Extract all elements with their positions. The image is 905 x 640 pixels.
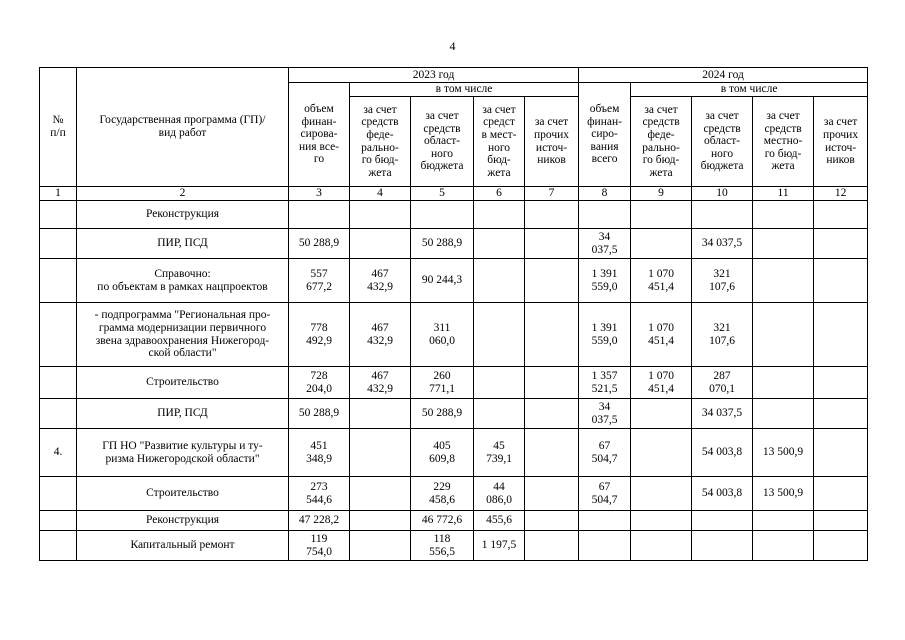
header-row-number: № п/п [40,68,77,187]
cell-amount-c9 [631,477,692,511]
cell-amount-c8: 34 037,5 [579,399,631,429]
column-number: 9 [631,187,692,201]
cell-program-name: Справочно: по объектам в рамках нацпроектов [77,259,289,303]
cell-amount-c11 [753,399,814,429]
column-number: 4 [350,187,411,201]
header-2023-regional: за счет средств област- ного бюджета [411,97,474,187]
cell-amount-c4 [350,429,411,477]
cell-amount-c11 [753,259,814,303]
cell-amount-c12 [814,201,868,229]
cell-amount-c9 [631,531,692,561]
header-2024-federal: за счет средств феде- рально- го бюд- жета [631,97,692,187]
cell-amount-c10: 54 003,8 [692,477,753,511]
cell-amount-c8 [579,531,631,561]
cell-amount-c8 [579,511,631,531]
table-row [40,201,868,229]
cell-amount-c5: 90 244,3 [411,259,474,303]
cell-amount-c5: 229 458,6 [411,477,474,511]
cell-amount-c8: 67 504,7 [579,477,631,511]
budget-table [39,67,868,561]
cell-amount-c10: 54 003,8 [692,429,753,477]
cell-program-name: Капитальный ремонт [77,531,289,561]
cell-amount-c3: 50 288,9 [289,399,350,429]
cell-amount-c11 [753,367,814,399]
cell-amount-c3: 557 677,2 [289,259,350,303]
cell-row-number [40,229,77,259]
header-2024-including: в том числе [631,83,868,97]
column-number: 11 [753,187,814,201]
cell-amount-c12 [814,429,868,477]
cell-amount-c3: 778 492,9 [289,303,350,367]
cell-amount-c8: 1 357 521,5 [579,367,631,399]
cell-amount-c12 [814,229,868,259]
table-row [40,429,868,477]
cell-amount-c4 [350,399,411,429]
cell-amount-c10: 321 107,6 [692,303,753,367]
header-program-name: Государственная программа (ГП)/ вид работ [77,68,289,187]
column-number: 12 [814,187,868,201]
header-year-2024: 2024 год [579,68,868,83]
cell-amount-c5: 260 771,1 [411,367,474,399]
table-row [40,303,868,367]
header-2023-federal: за счет средств феде- рально- го бюд- жета [350,97,411,187]
cell-amount-c11 [753,201,814,229]
cell-amount-c9 [631,429,692,477]
cell-amount-c6 [474,367,525,399]
cell-amount-c12 [814,511,868,531]
cell-amount-c9: 1 070 451,4 [631,303,692,367]
cell-row-number [40,399,77,429]
cell-amount-c7 [525,531,579,561]
cell-row-number [40,201,77,229]
cell-amount-c5: 405 609,8 [411,429,474,477]
cell-amount-c10: 321 107,6 [692,259,753,303]
cell-amount-c4 [350,511,411,531]
cell-amount-c8: 34 037,5 [579,229,631,259]
cell-amount-c6: 1 197,5 [474,531,525,561]
cell-amount-c6: 44 086,0 [474,477,525,511]
cell-amount-c5: 311 060,0 [411,303,474,367]
table-body [40,201,868,561]
cell-amount-c12 [814,531,868,561]
table-row [40,259,868,303]
cell-amount-c7 [525,229,579,259]
column-number: 2 [77,187,289,201]
column-number: 1 [40,187,77,201]
cell-row-number [40,511,77,531]
cell-program-name: Строительство [77,477,289,511]
cell-program-name: Строительство [77,367,289,399]
cell-amount-c6: 45 739,1 [474,429,525,477]
cell-amount-c8 [579,201,631,229]
cell-row-number [40,367,77,399]
cell-amount-c5: 50 288,9 [411,399,474,429]
cell-row-number [40,303,77,367]
cell-amount-c7 [525,477,579,511]
header-year-2023: 2023 год [289,68,579,83]
table-row [40,477,868,511]
cell-amount-c12 [814,259,868,303]
cell-row-number [40,259,77,303]
cell-amount-c3: 273 544,6 [289,477,350,511]
cell-amount-c7 [525,511,579,531]
cell-amount-c10: 34 037,5 [692,399,753,429]
cell-amount-c3: 451 348,9 [289,429,350,477]
cell-amount-c7 [525,303,579,367]
cell-amount-c7 [525,259,579,303]
cell-program-name: ПИР, ПСД [77,399,289,429]
cell-program-name: Реконструкция [77,201,289,229]
table-row [40,511,868,531]
cell-amount-c3: 50 288,9 [289,229,350,259]
cell-amount-c12 [814,399,868,429]
cell-amount-c6 [474,399,525,429]
cell-amount-c11: 13 500,9 [753,477,814,511]
cell-amount-c6 [474,201,525,229]
cell-amount-c10: 34 037,5 [692,229,753,259]
table-row [40,531,868,561]
cell-amount-c5: 50 288,9 [411,229,474,259]
cell-amount-c6 [474,259,525,303]
header-2023-other: за счет прочих источ- ников [525,97,579,187]
cell-amount-c3: 728 204,0 [289,367,350,399]
table-row [40,229,868,259]
column-number: 5 [411,187,474,201]
cell-row-number [40,531,77,561]
cell-amount-c8: 67 504,7 [579,429,631,477]
cell-amount-c5 [411,201,474,229]
cell-amount-c4 [350,229,411,259]
table-row [40,399,868,429]
cell-amount-c4: 467 432,9 [350,367,411,399]
column-number-row [40,187,868,201]
cell-program-name: ПИР, ПСД [77,229,289,259]
cell-amount-c11: 13 500,9 [753,429,814,477]
cell-amount-c4 [350,531,411,561]
column-number: 10 [692,187,753,201]
cell-amount-c4 [350,477,411,511]
header-2024-total: объем финан- сиро- вания всего [579,83,631,187]
cell-amount-c6: 455,6 [474,511,525,531]
header-2024-other: за счет прочих источ- ников [814,97,868,187]
column-number: 6 [474,187,525,201]
cell-amount-c7 [525,429,579,477]
header-2023-total: объем финан- сирова- ния все- го [289,83,350,187]
cell-amount-c9 [631,511,692,531]
cell-amount-c11 [753,229,814,259]
cell-amount-c11 [753,511,814,531]
cell-program-name: Реконструкция [77,511,289,531]
header-2023-including: в том числе [350,83,579,97]
page-number: 4 [449,39,456,53]
cell-amount-c11 [753,303,814,367]
cell-amount-c8: 1 391 559,0 [579,303,631,367]
cell-amount-c6 [474,303,525,367]
cell-amount-c7 [525,201,579,229]
cell-amount-c12 [814,303,868,367]
cell-amount-c12 [814,367,868,399]
cell-amount-c9 [631,399,692,429]
cell-amount-c4: 467 432,9 [350,303,411,367]
cell-amount-c9 [631,229,692,259]
cell-row-number: 4. [40,429,77,477]
cell-amount-c4 [350,201,411,229]
cell-amount-c12 [814,477,868,511]
cell-amount-c6 [474,229,525,259]
column-number: 7 [525,187,579,201]
cell-program-name: ГП НО "Развитие культуры и ту- ризма Нижегородской области" [77,429,289,477]
table-header [40,68,868,201]
cell-program-name: - подпрограмма "Региональная про- грамма модернизации первичного звена здравоохранения Нижегород- ской области" [77,303,289,367]
cell-amount-c5: 46 772,6 [411,511,474,531]
header-2024-local: за счет средств местно- го бюд- жета [753,97,814,187]
cell-amount-c3 [289,201,350,229]
header-2024-regional: за счет средств област- ного бюджета [692,97,753,187]
cell-amount-c10 [692,511,753,531]
table-row [40,367,868,399]
cell-amount-c7 [525,367,579,399]
cell-amount-c3: 119 754,0 [289,531,350,561]
cell-amount-c9 [631,201,692,229]
column-number: 8 [579,187,631,201]
cell-amount-c5: 118 556,5 [411,531,474,561]
header-2023-local: за счет средст в мест- ного бюд- жета [474,97,525,187]
cell-amount-c10 [692,531,753,561]
cell-amount-c3: 47 228,2 [289,511,350,531]
cell-amount-c9: 1 070 451,4 [631,259,692,303]
column-number: 3 [289,187,350,201]
cell-amount-c10: 287 070,1 [692,367,753,399]
cell-amount-c7 [525,399,579,429]
cell-row-number [40,477,77,511]
cell-amount-c8: 1 391 559,0 [579,259,631,303]
cell-amount-c4: 467 432,9 [350,259,411,303]
cell-amount-c10 [692,201,753,229]
cell-amount-c9: 1 070 451,4 [631,367,692,399]
cell-amount-c11 [753,531,814,561]
